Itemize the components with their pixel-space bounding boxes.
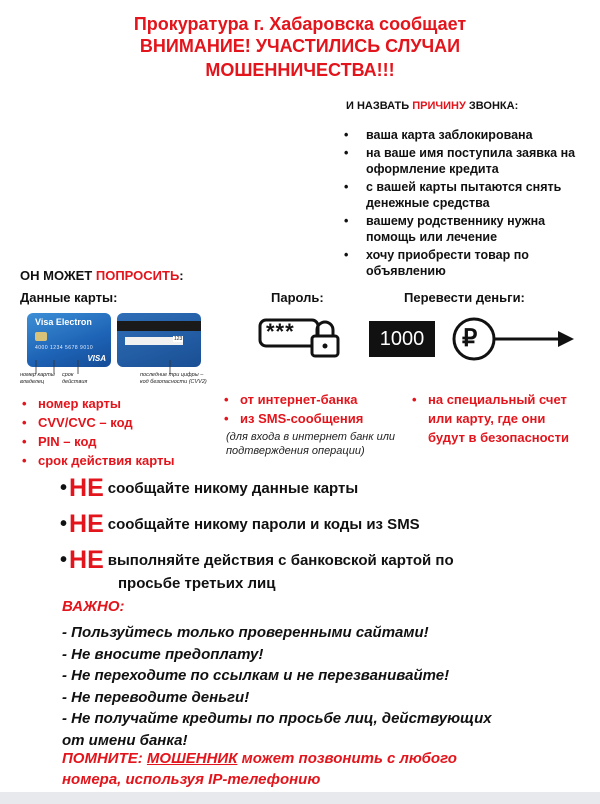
header-line-1: Прокуратура г. Хабаровска сообщает [133,14,467,34]
password-item: • от интернет-банка [222,390,402,409]
card-data-list [20,394,210,470]
reason-item: • хочу приобрести товар по объявлению [344,247,584,279]
visa-logo: VISA [87,354,106,363]
password-list [222,390,402,428]
important-label: ВАЖНО: [62,598,125,615]
reasons-heading-post: ЗВОНКА: [465,100,519,112]
ruble-symbol: ₽ [462,325,478,352]
reasons-heading-highlight: ПРИЧИНУ [412,100,466,112]
ruble-arrow-icon [452,315,576,363]
bottom-bar [0,792,600,804]
reasons-heading-pre: И НАЗВАТЬ [346,100,413,112]
tip-item: - Не переходите по ссылкам и не перезванивайте! [62,667,450,684]
warning-text: сообщайте никому данные карты [107,480,359,497]
card-data-item: • CVV/CVC – код [20,413,210,432]
card-back-image [117,313,201,367]
money-list [410,390,580,447]
card-data-item: • номер карты [20,394,210,413]
remember-note [62,748,582,790]
tip-item: - Не вносите предоплату! [62,645,264,663]
password-label: Пароль: [271,290,324,305]
warning-text: сообщайте никому пароли и коды из SMS [107,516,420,533]
password-stars: *** [266,319,295,344]
ask-heading [20,268,184,283]
warning-row: •НЕ выполняйте действия с банковской картой по [60,546,454,574]
header-line-3: МОШЕННИЧЕСТВА!!! [205,60,395,80]
card-brand: Visa Electron [35,317,92,327]
important-tips [62,622,582,751]
remember-highlight: МОШЕННИК [146,750,238,767]
remember-rest-1: может позвонить с любого [237,750,457,767]
warning-row: •НЕ сообщайте никому пароли и коды из SMS [60,510,420,538]
card-cvv: 123 [174,336,183,342]
password-item: • из SMS-сообщения [222,409,402,428]
card-data-label: Данные карты: [20,290,118,305]
tip-item: - Не получайте кредиты по просьбе лиц, действующих [62,710,492,727]
header-line-2: ВНИМАНИЕ! УЧАСТИЛИСЬ СЛУЧАИ [139,36,461,56]
reason-item: • на ваше имя поступила заявка на оформление кредита [344,145,584,177]
tip-item: от имени банка! [62,731,188,749]
money-label: Перевести деньги: [404,290,525,305]
warning-row: •НЕ сообщайте никому данные карты [60,474,359,502]
card-data-item: • срок действия карты [20,451,210,470]
remember-rest-2: номера, используя IP-телефонию [62,771,321,788]
password-note: (для входа в интернет банк или подтверждения операции) [226,431,396,457]
warning-ne: НЕ [69,546,104,574]
tip-item: - Не переводите деньги! [62,688,250,706]
warning-text: выполняйте действия с банковской картой по [107,552,454,569]
reasons-heading [346,100,518,112]
card-data-item: • PIN – код [20,432,210,451]
money-item: • на специальный счет или карту, где они будут в безопасности [410,390,580,447]
password-lock-icon [258,316,342,356]
warning-ne: НЕ [69,510,104,538]
caption-holder: номер карты владелец [20,372,55,385]
caption-cvv: последние три цифры – код безопасности (CVV2) [140,372,207,385]
reason-item: • ваша карта заблокирована [344,127,584,143]
reasons-list [344,127,584,281]
card-number: 4000 1234 5678 9010 [35,345,94,351]
warning-ne: НЕ [69,474,104,502]
ask-heading-pre: ОН МОЖЕТ [20,268,96,283]
reason-item: • с вашей карты пытаются снять денежные средства [344,179,584,211]
caption-expiry: срок действия [62,372,88,385]
card-chip-icon [35,332,47,341]
money-amount-box: 1000 [369,321,435,357]
warning-text-continued: просьбе третьих лиц [118,575,276,592]
magnetic-stripe [117,321,201,331]
tip-item: - Пользуйтесь только проверенными сайтами! [62,624,429,641]
card-front-image [27,313,111,367]
reason-item: • вашему родственнику нужна помощь или лечение [344,213,584,245]
remember-prefix: ПОМНИТЕ: [62,750,147,767]
ask-heading-highlight: ПОПРОСИТЬ [95,268,180,283]
ask-heading-post: : [179,268,184,283]
